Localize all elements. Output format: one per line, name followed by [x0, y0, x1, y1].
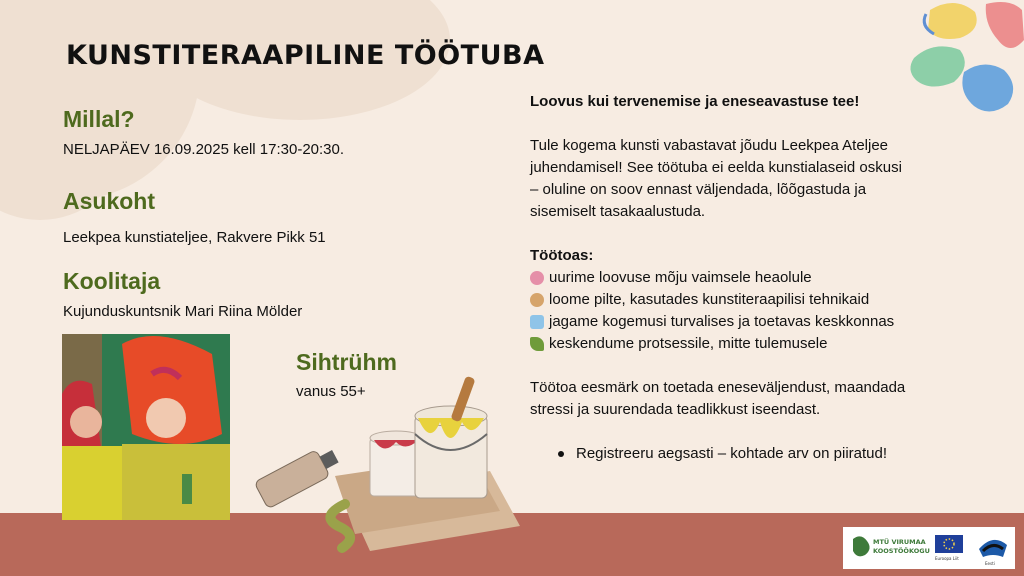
bullet-dot	[558, 451, 564, 457]
partner-logos	[843, 527, 1015, 569]
org-logo-line: MTÜ VIRUMAA	[873, 538, 926, 546]
registration-bullet: Registreeru aegsasti – kohtade arv on piiratud!	[530, 443, 990, 465]
intro-line: – oluline on soov ennast väljendada, lõõgastuda ja	[530, 181, 867, 198]
list-item: jagame kogemusi turvalises ja toetavas keskkonnas	[530, 311, 990, 333]
brain-icon	[530, 271, 544, 285]
goal-line: stressi ja suurendada teadlikkust iseendast.	[530, 401, 821, 418]
workshop-list	[530, 267, 990, 355]
trainer-text: Kujunduskuntsnik Mari Riina Mölder	[63, 303, 303, 320]
eu-flag-icon	[935, 535, 963, 553]
location-heading: Asukoht	[63, 188, 155, 214]
speech-bubble-icon	[530, 315, 544, 329]
intro-line: sisemiselt tasakaalustuda.	[530, 203, 706, 220]
intro-section	[530, 91, 990, 465]
herb-icon	[530, 337, 544, 351]
workshop-heading: Töötoas:	[530, 247, 594, 264]
page-title: KUNSTITERAAPILINE TÖÖTUBA	[66, 40, 545, 71]
paint-cans-illustration	[250, 376, 540, 556]
when-text: NELJAPÄEV 16.09.2025 kell 17:30-20:30.	[63, 141, 345, 158]
artist-photo	[62, 334, 230, 520]
org-logo-line: KOOSTÖÖKOGU	[873, 547, 930, 555]
location-text: Leekpea kunstiateljee, Rakvere Pikk 51	[63, 229, 326, 246]
list-item: loome pilte, kasutades kunstiteraapilisi tehnikaid	[530, 289, 990, 311]
goal-line: Töötoa eesmärk on toetada eneseväljendust, maandada	[530, 379, 906, 396]
svg-text:Eesti: Eesti	[985, 561, 995, 566]
trainer-heading: Koolitaja	[63, 268, 161, 294]
intro-line: Tule kogema kunsti vabastavat jõudu Leekpea Ateljee	[530, 137, 889, 154]
palette-icon	[530, 293, 544, 307]
when-heading: Millal?	[63, 106, 135, 132]
intro-line: juhendamisel! See töötuba ei eelda kunstialaseid oskusi	[530, 159, 902, 176]
list-item: uurime loovuse mõju vaimsele heaolule	[530, 267, 990, 289]
list-item: keskendume protsessile, mitte tulemusele	[530, 333, 990, 355]
audience-heading: Sihtrühm	[296, 349, 397, 375]
audience-text: vanus 55+	[296, 383, 366, 400]
tagline: Loovus kui tervenemise ja eneseavastuse tee!	[530, 93, 860, 110]
svg-text:Euroopa Liit: Euroopa Liit	[935, 556, 959, 561]
